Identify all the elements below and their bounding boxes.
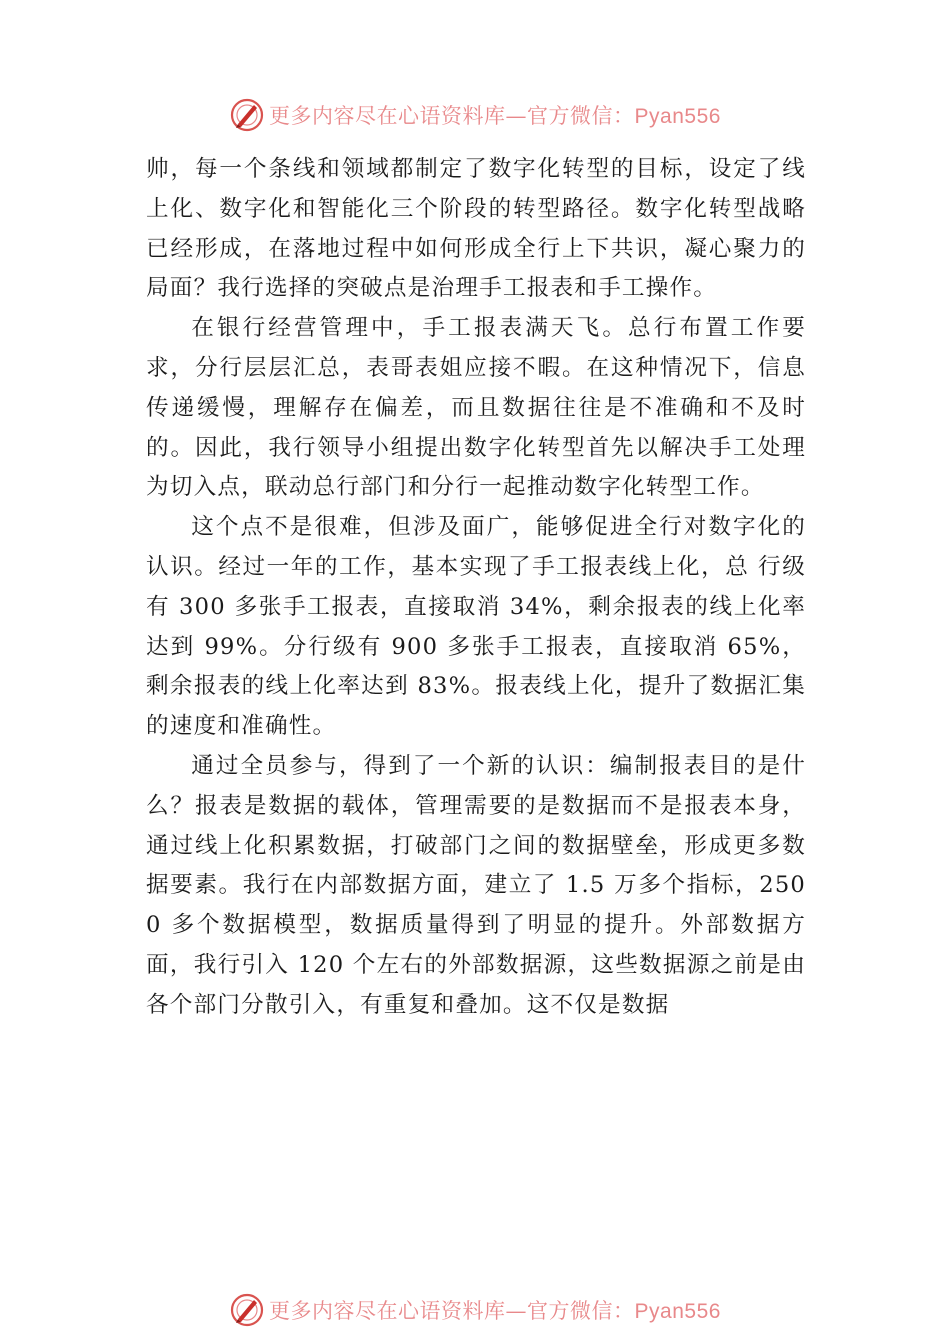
footer-wechat-label: 官方微信：	[527, 1299, 635, 1323]
pen-logo-icon	[229, 97, 265, 133]
footer-wechat-id: Pyan556	[634, 1300, 721, 1323]
footer-banner-text	[269, 1295, 721, 1325]
paragraph-3: 这个点不是很难，但涉及面广，能够促进全行对数字化的认识。经过一年的工作，基本实现了手工报表线上化，总 行级有 300 多张手工报表，直接取消 34%，剩余报表的线上化率达到 99%。分行级有 900 多张手工报表，直接取消 65%， 剩余报表的线上化率达到 83%。报表线上化，提升了数据汇集的速度和准确性。	[146, 514, 806, 740]
paragraph-1: 帅，每一个条线和领域都制定了数字化转型的目标，设定了线上化、数字化和智能化三个阶段的转型路径。数字化转型战略已经形成，在落地过程中如何形成全行上下共识，凝心聚力的局面？我行选择的突破点是治理手工报表和手工操作。	[146, 156, 806, 302]
document-body	[146, 150, 806, 1026]
header-wechat-id: Pyan556	[634, 105, 721, 128]
footer-resource-text: 更多内容尽在心语资料库	[269, 1299, 506, 1323]
paragraph-4: 通过全员参与，得到了一个新的认识：编制报表目的是什么？报表是数据的载体，管理需要的是数据而不是报表本身，通过线上化积累数据，打破部门之间的数据壁垒，形成更多数据要素。我行在内部数据方面，建立了 1.5 万多个指标，2500 多个数据模型，数据质量得到了明显的提升。外部数据方面，我行引入 120 个左右的外部数据源，这些数据源之前是由各个部门分散引入，有重复和叠加。这不仅是数据	[146, 752, 806, 1018]
footer-separator: —	[505, 1299, 528, 1323]
pen-logo-icon	[229, 1292, 265, 1328]
footer-banner	[0, 1290, 950, 1330]
header-separator: —	[505, 104, 528, 128]
header-banner	[0, 95, 950, 135]
header-resource-text: 更多内容尽在心语资料库	[269, 104, 506, 128]
header-banner-text	[269, 100, 721, 130]
header-wechat-label: 官方微信：	[527, 104, 635, 128]
paragraph-2: 在银行经营管理中，手工报表满天飞。总行布置工作要求，分行层层汇总，表哥表姐应接不暇。在这种情况下，信息传递缓慢，理解存在偏差，而且数据往往是不准确和不及时的。因此，我行领导小组提出数字化转型首先以解决手工处理为切入点，联动总行部门和分行一起推动数字化转型工作。	[146, 315, 806, 501]
